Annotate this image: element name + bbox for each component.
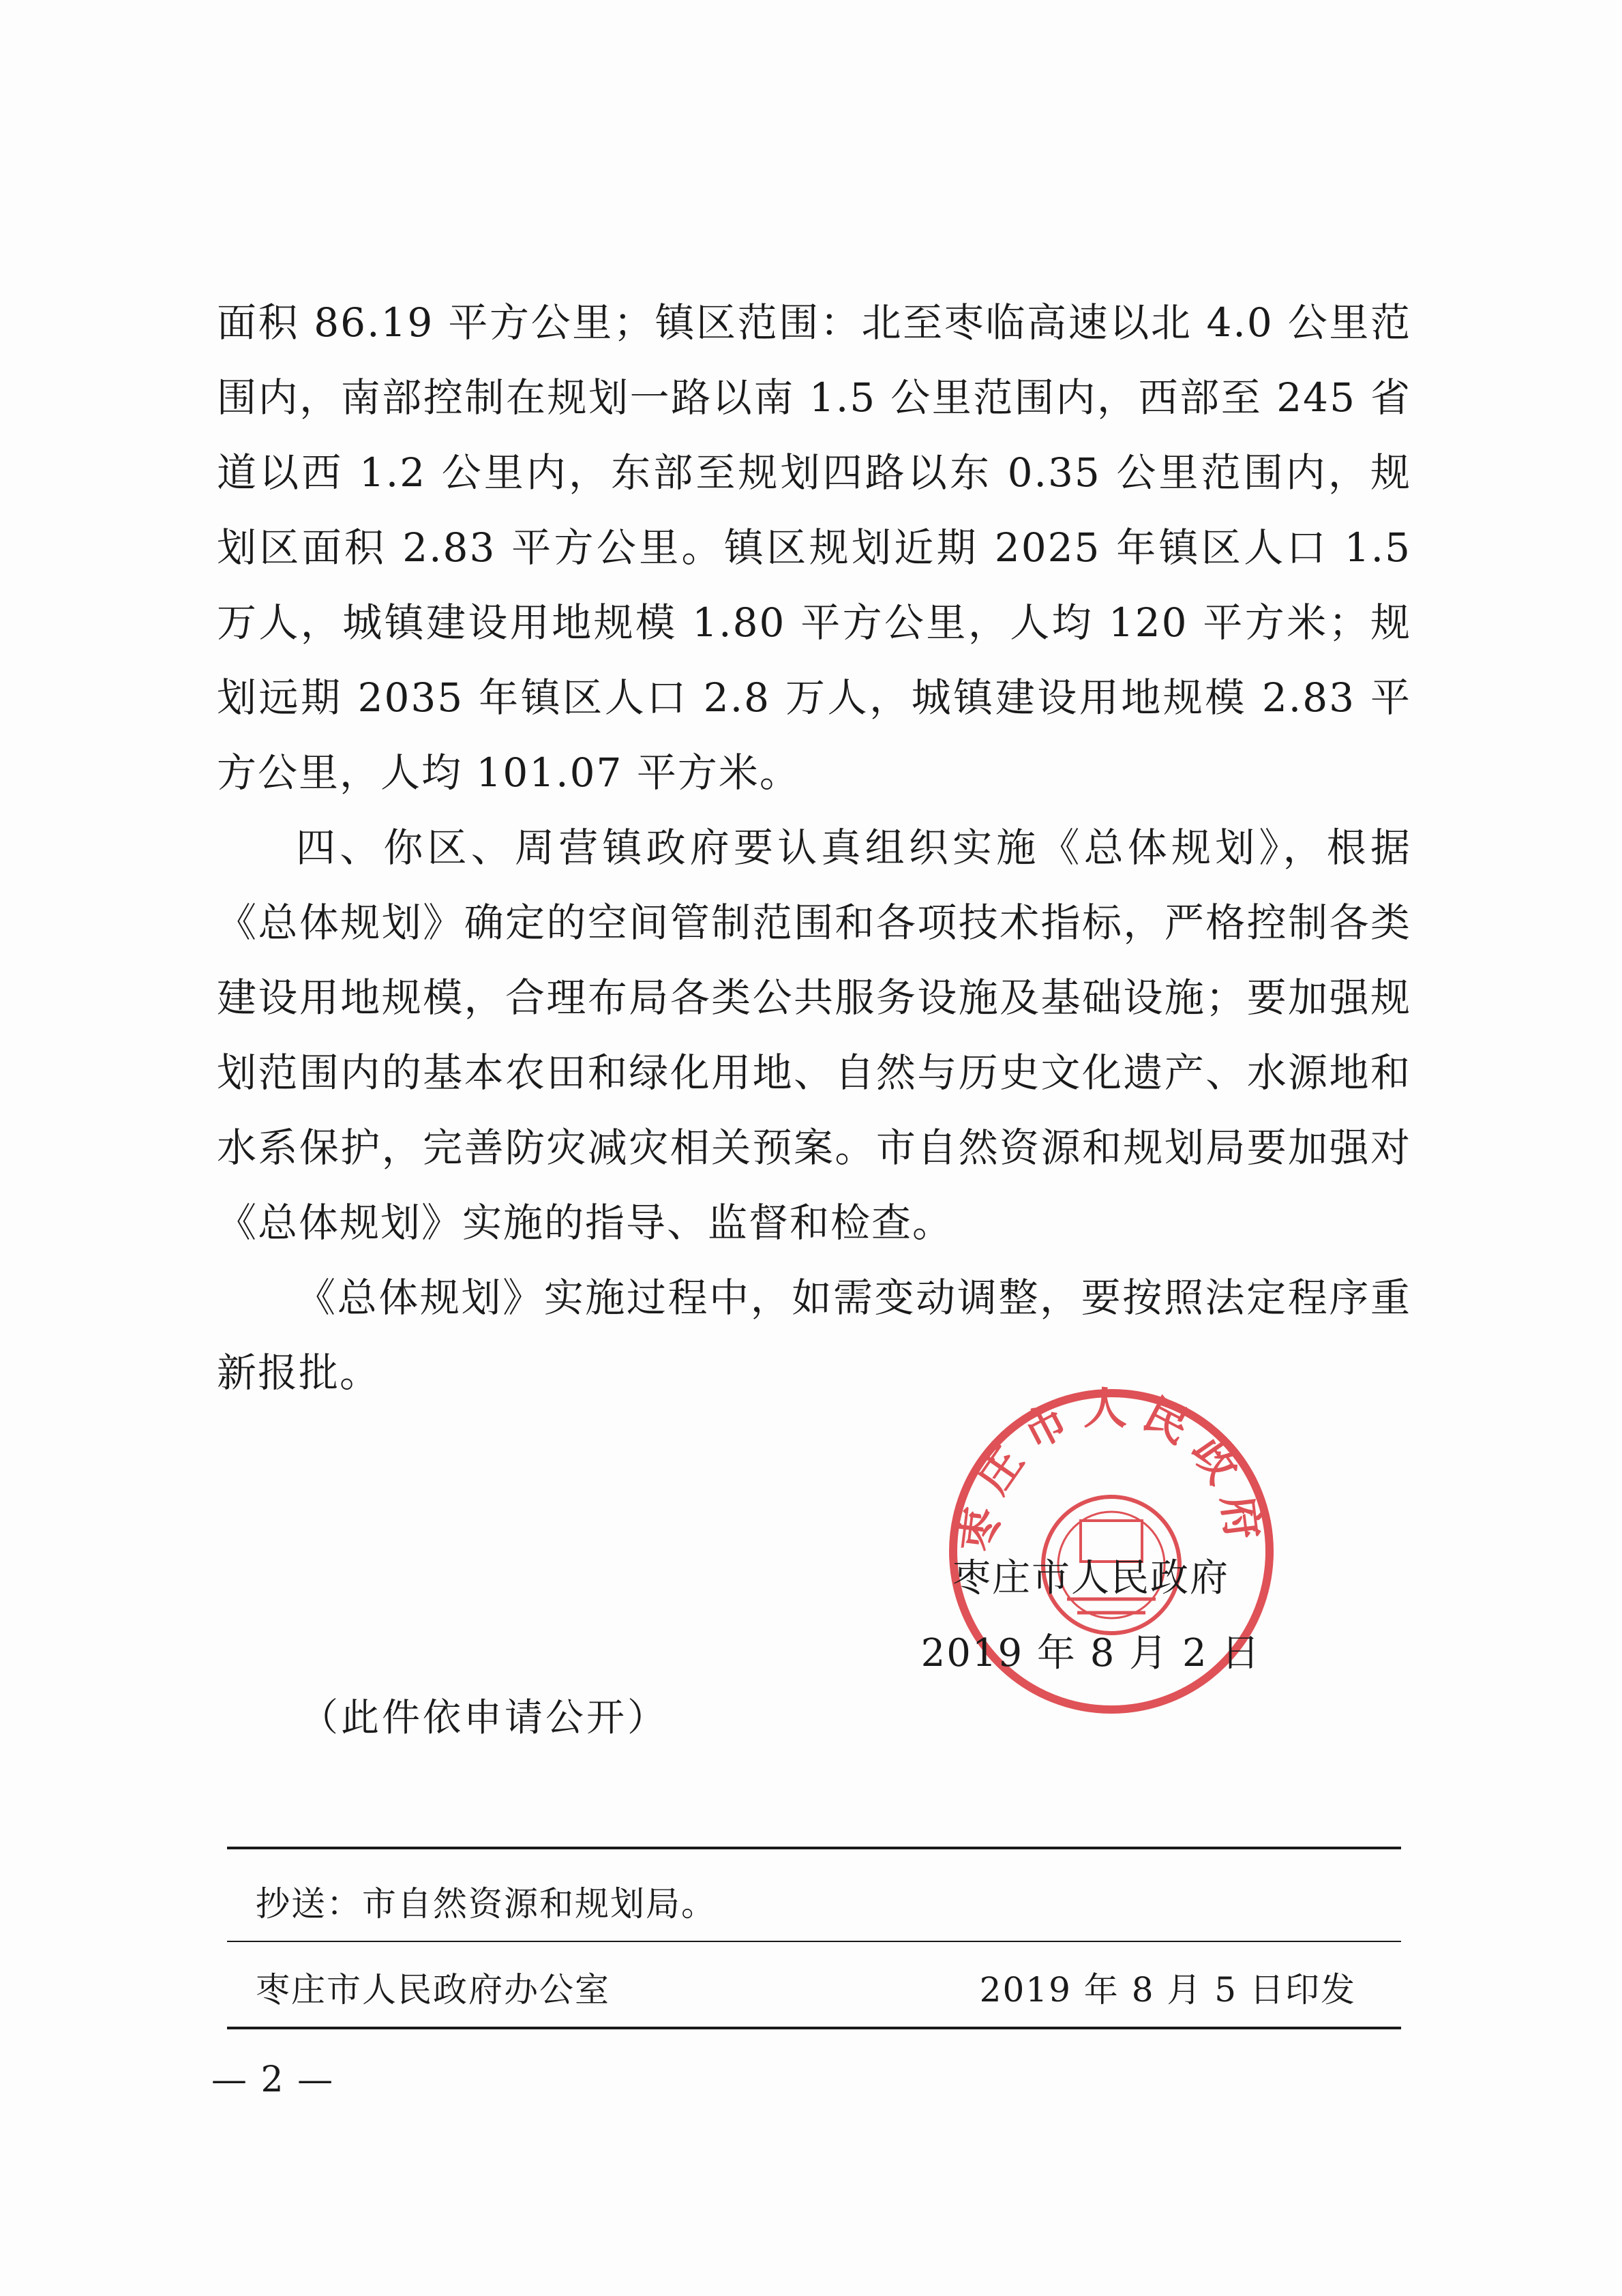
svg-text:枣庄市人民政府 bbox=[953, 1384, 1270, 1555]
footer-rule-middle bbox=[227, 1941, 1401, 1942]
paragraph-adjustment: 《总体规划》实施过程中，如需变动调整，要按照法定程序重新报批。 bbox=[217, 1274, 1411, 1396]
signature-block bbox=[886, 1541, 1295, 1691]
signature-date: 2019 年 8 月 2 日 bbox=[920, 1631, 1261, 1675]
body-text bbox=[217, 285, 1411, 1410]
public-disclosure-note: （此件依申请公开） bbox=[300, 1696, 668, 1740]
page-number: — 2 — bbox=[211, 2059, 335, 2100]
issue-date: 2019 年 8 月 5 日印发 bbox=[979, 1970, 1356, 2010]
seal-text: 枣庄市人民政府 bbox=[952, 1383, 1270, 1555]
cc-recipients: 抄送：市自然资源和规划局。 bbox=[256, 1884, 717, 1924]
paragraph-implementation: 四、你区、周营镇政府要认真组织实施《总体规划》，根据《总体规划》确定的空间管制范围和各项技术指标，严格控制各类建设用地规模，合理布局各类公共服务设施及基础设施；要加强规划范围内的基本农田和绿化用地、自然与历史文化遗产、水源地和水系保护，完善防灾减灾相关预案。市自然资源和规划局要加强对《总体规划》实施的指导、监督和检查。 bbox=[217, 824, 1411, 1246]
footer-rule-top bbox=[227, 1847, 1401, 1849]
issuing-office: 枣庄市人民政府办公室 bbox=[256, 1970, 610, 2010]
paragraph-planning-area: 面积 86.19 平方公里；镇区范围：北至枣临高速以北 4.0 公里范围内，南部控制在规划一路以南 1.5 公里范围内，西部至 245 省道以西 1.2 公里内，东部至规划四路以东 0.35 公里范围内，规划区面积 2.83 平方公里。镇区规划近期 2025 年镇区人口 1.5 万人，城镇建设用地规模 1.80 平方公里，人均 120 平方米；规划远期 2035 年镇区人口 2.8 万人，城镇建设用地规模 2.83 平方公里，人均 101.07 平方米。 bbox=[217, 299, 1411, 796]
signature-organization: 枣庄市人民政府 bbox=[952, 1556, 1229, 1600]
footer-rule-bottom bbox=[227, 2027, 1401, 2029]
